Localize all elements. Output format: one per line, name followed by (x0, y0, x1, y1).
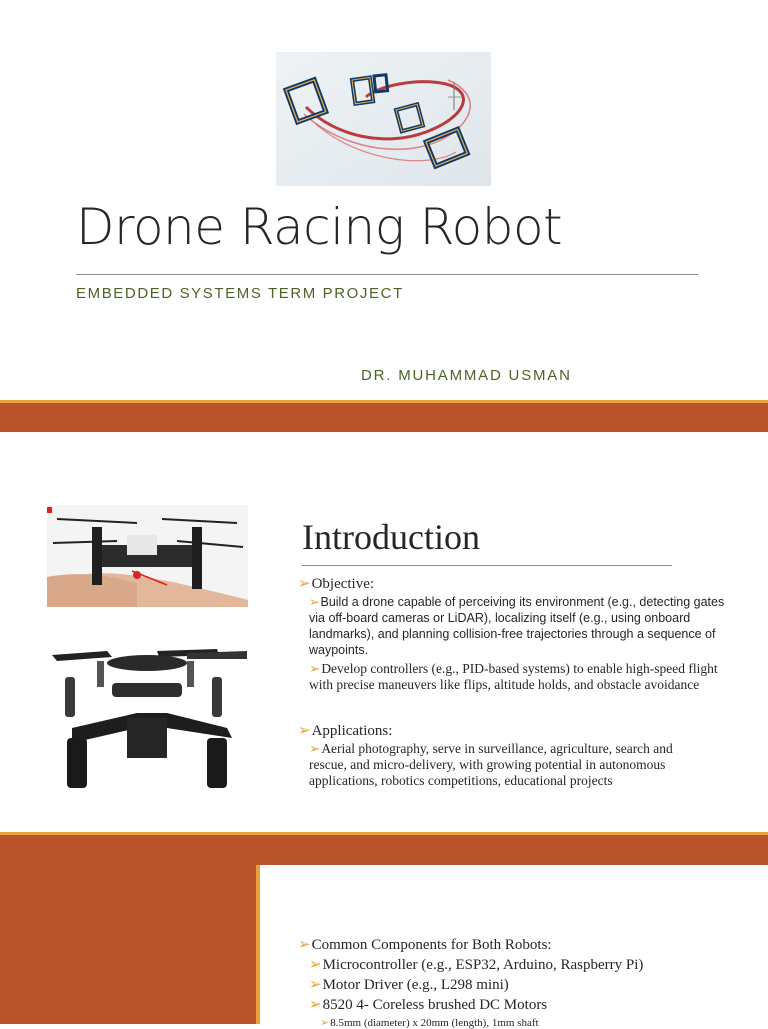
objective-item-2 (309, 661, 719, 693)
drone-racing-gates-illustration (276, 52, 491, 186)
bullet-arrow-icon: ➢ (298, 723, 311, 739)
objective-item-1 (309, 594, 727, 658)
bullet-arrow-icon: ➢ (298, 937, 311, 953)
title-divider (76, 274, 698, 275)
bullet-arrow-icon: ➢ (309, 741, 321, 756)
presentation-subtitle: EMBEDDED SYSTEMS TERM PROJECT (76, 285, 404, 302)
author-name: DR. MUHAMMAD USMAN (361, 367, 572, 384)
section-title: Introduction (302, 517, 480, 557)
presentation-title: Drone Racing Robot (76, 198, 563, 256)
bullet-label: Applications: (311, 723, 393, 739)
bullet-text: 8520 4- Coreless brushed DC Motors (322, 997, 548, 1013)
bullet-text: Aerial photography, serve in surveillance, agriculture, search and rescue, and micro-delivery, with growing potential in autonomous applications, robotics competitions, educational projects (309, 741, 673, 788)
slide-separator-band (0, 403, 768, 432)
bullet-label: Objective: (311, 576, 375, 592)
mini-drone-photo (47, 505, 248, 607)
component-item-3 (309, 995, 547, 1014)
bullet-arrow-icon: ➢ (298, 576, 311, 592)
slide-separator-band (0, 835, 768, 865)
applications-item-1 (309, 741, 709, 789)
bullet-arrow-icon: ➢ (309, 997, 322, 1013)
bullet-arrow-icon: ➢ (309, 977, 322, 993)
bullet-text: Develop controllers (e.g., PID-based systems) to enable high-speed flight with precise maneuvers like flips, altitude holds, and obstacle avoidance (309, 661, 718, 692)
bullet-label: Common Components for Both Robots: (311, 937, 552, 953)
slide-side-panel-edge (256, 865, 260, 1024)
bullet-arrow-icon: ➢ (320, 1017, 330, 1029)
section-title-divider (302, 565, 672, 566)
drone-kit-parts-photo (47, 643, 257, 793)
bullet-arrow-icon: ➢ (309, 661, 321, 676)
bullet-arrow-icon: ➢ (309, 595, 320, 609)
bullet-objective (298, 574, 374, 593)
bullet-text: Microcontroller (e.g., ESP32, Arduino, Raspberry Pi) (322, 957, 644, 973)
slide-side-panel (0, 865, 256, 1024)
bullet-common-components (298, 935, 552, 954)
component-item-2 (309, 975, 509, 994)
component-item-1 (309, 955, 643, 974)
bullet-applications (298, 721, 392, 740)
bullet-text: Motor Driver (e.g., L298 mini) (322, 977, 509, 993)
bullet-arrow-icon: ➢ (309, 957, 322, 973)
component-subitem-1 (320, 1016, 539, 1029)
bullet-text: 8.5mm (diameter) x 20mm (length), 1mm shaft (330, 1017, 539, 1029)
title-slide (0, 0, 768, 400)
bullet-text: Build a drone capable of perceiving its environment (e.g., detecting gates via off-board cameras or LiDAR), localizing itself (e.g., using onboard landmarks), and planning collision-free trajectories through a sequence of waypoints. (309, 595, 725, 657)
